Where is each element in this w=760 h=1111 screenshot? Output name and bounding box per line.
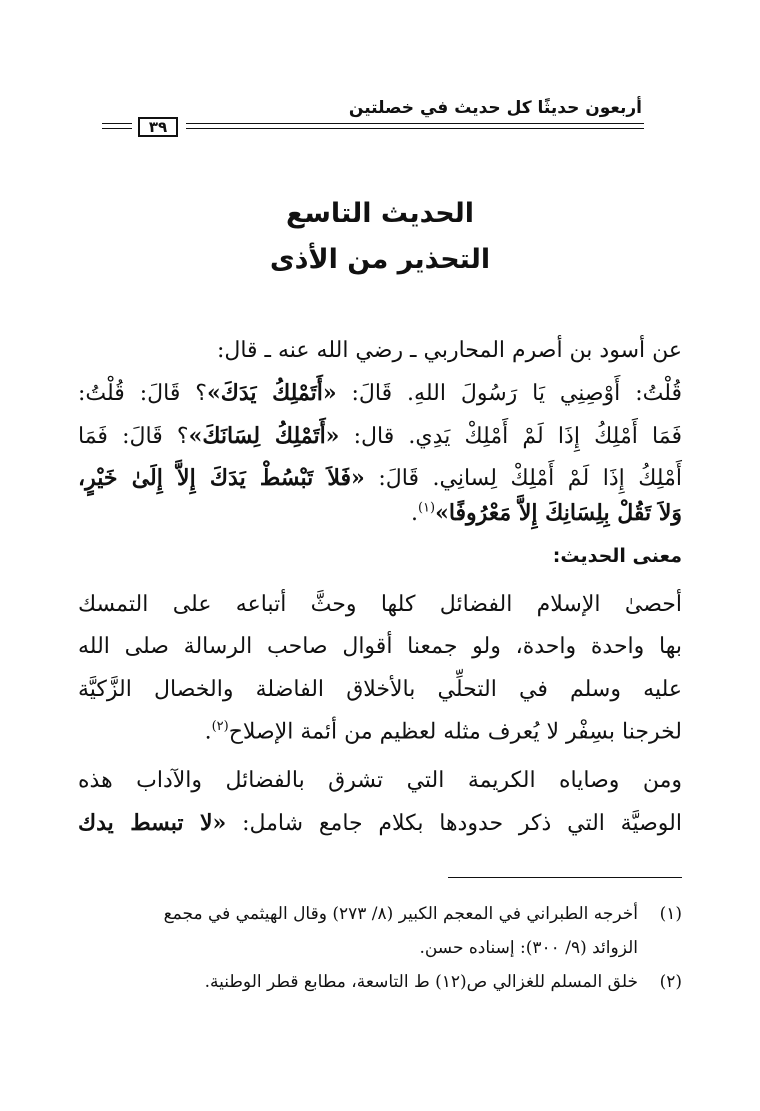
footnote-1-line-2: الزوائد (٩/ ٣٠٠): إسناده حسن. xyxy=(419,938,638,958)
hadith-quote: «لا تبسط يدك xyxy=(78,810,227,836)
page-number: ٣٩ xyxy=(138,117,178,137)
footnote-separator xyxy=(448,877,682,878)
hadith-line-2: قُلْتُ: أَوْصِنِي يَا رَسُولَ اللهِ. قَالَ: «أَتَمْلِكُ يَدَكَ»؟ قَالَ: قُلْتُ: xyxy=(78,380,683,406)
paragraph-2-line-2: الوصيَّة التي ذكر حدودها بكلام جامع شامل: «لا تبسط يدك xyxy=(78,810,682,836)
hadith-quote: «أَتَمْلِكُ لِسَانَكَ» xyxy=(188,423,340,449)
footnote-ref-2[interactable]: (٢) xyxy=(211,719,229,734)
meaning-heading: معنى الحديث: xyxy=(552,545,682,567)
paragraph-1-line-4: لخرجنا بسِفْر لا يُعرف مثله لعظيم من أئمة الإصلاح$^{(٢)}$. xyxy=(204,719,682,745)
paragraph-2-line-1: ومن وصاياه الكريمة التي تشرق بالفضائل والآداب هذه xyxy=(78,768,682,793)
hadith-line-3: فَمَا أَمْلِكُ إِذَا لَمْ أَمْلِكْ يَدِي. قال: «أَتَمْلِكُ لِسَانَكَ»؟ قَالَ: فَمَا xyxy=(78,423,682,449)
hadith-number-title: الحديث التاسع xyxy=(285,198,475,229)
header-rule-top xyxy=(186,123,644,124)
paragraph-1-line-2: بها واحدة واحدة، ولو جمعنا أقوال صاحب الرسالة صلى الله xyxy=(78,634,682,659)
footnote-1-number: (١) xyxy=(659,904,682,924)
header-dash-bottom xyxy=(102,128,132,129)
paragraph-1-line-3: عليه وسلم في التحلِّي بالأخلاق الفاضلة والخصال الزَّكيَّة xyxy=(78,677,682,702)
hadith-quote: «فَلاَ تَبْسُطْ يَدَكَ إِلاَّ إِلَىٰ خَيْرٍ، xyxy=(78,465,365,491)
running-header-title: أربعون حديثًا كل حديث في خصلتين xyxy=(348,98,642,118)
footnote-2-line-1: (٢)خلق المسلم للغزالي ص(١٢) ط التاسعة، مطابع قطر الوطنية. xyxy=(204,972,682,992)
hadith-quote: «أَتَمْلِكُ يَدَكَ» xyxy=(206,380,337,406)
hadith-line-1: عن أسود بن أصرم المحاربي ـ رضي الله عنه ـ قال: xyxy=(216,338,682,363)
hadith-topic-title: التحذير من الأذى xyxy=(269,244,491,275)
hadith-line-4: أَمْلِكُ إِذَا لَمْ أَمْلِكْ لِسانِي. قَالَ: «فَلاَ تَبْسُطْ يَدَكَ إِلاَّ إِلَىٰ خَيْرٍ، xyxy=(78,465,682,491)
header-dash-top xyxy=(102,123,132,124)
footnote-ref-1[interactable]: (١) xyxy=(417,500,436,516)
hadith-quote: وَلاَ تَقُلْ بِلِسَانِكَ إِلاَّ مَعْرُوفًا» xyxy=(435,500,682,526)
hadith-line-5: وَلاَ تَقُلْ بِلِسَانِكَ إِلاَّ مَعْرُوفًا»$^{(١)}$. xyxy=(410,500,682,526)
footnote-1-line-1: (١)أخرجه الطبراني في المعجم الكبير (٨/ ٢٧٣) وقال الهيثمي في مجمع xyxy=(163,904,682,924)
footnote-2-number: (٢) xyxy=(659,972,682,992)
header-rule-bottom xyxy=(186,128,644,129)
paragraph-1-line-1: أحصىٰ الإسلام الفضائل كلها وحثَّ أتباعه على التمسك xyxy=(78,592,682,617)
